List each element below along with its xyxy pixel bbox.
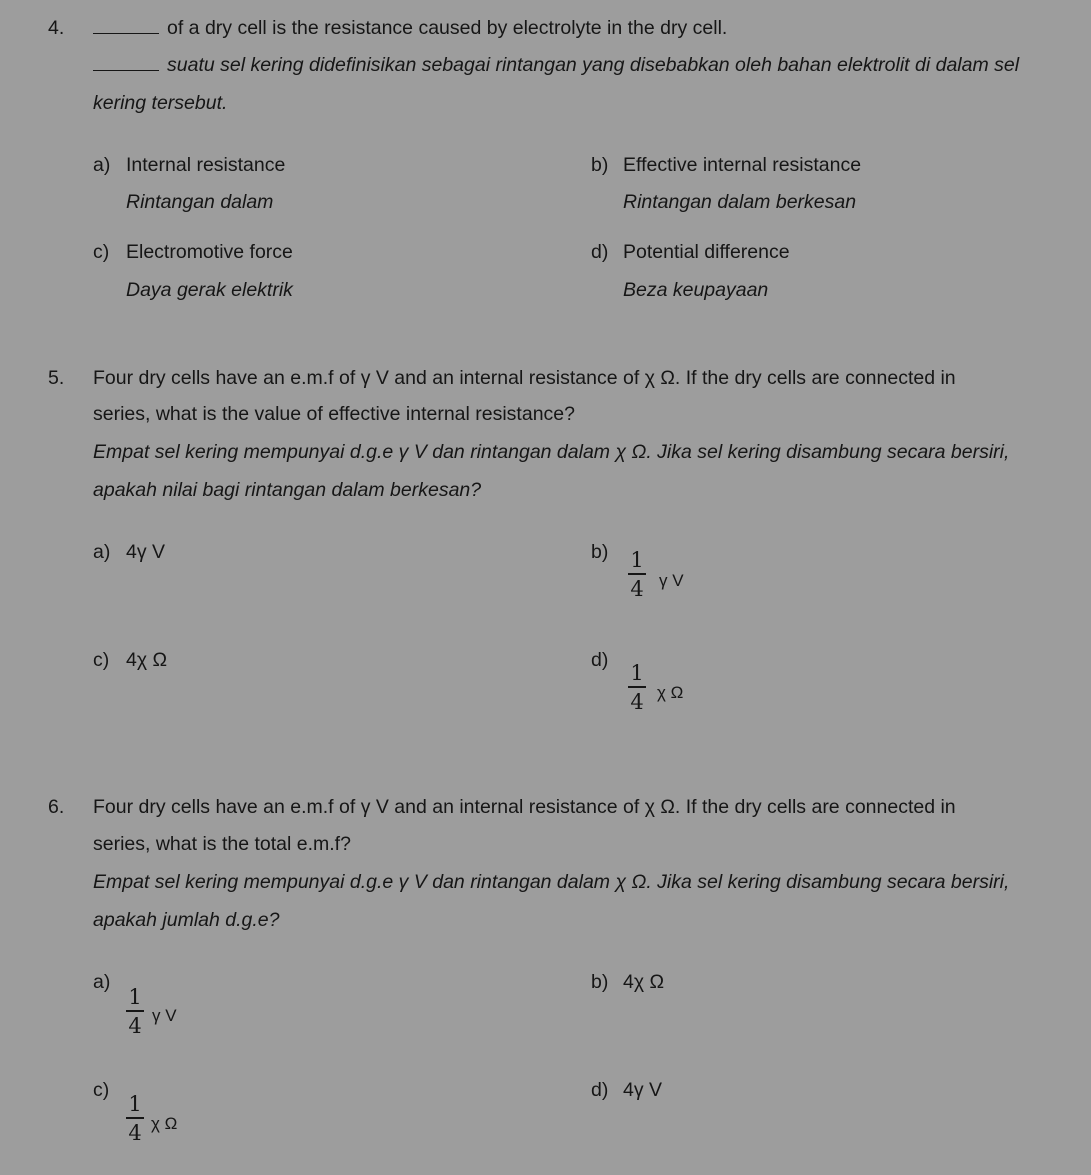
q4-stem-ms: [93, 53, 1019, 77]
q4-option-c-letter[interactable]: c): [93, 241, 110, 263]
q5-stem-en-line1: Four dry cells have an e.m.f of γ V and an internal resistance of χ Ω. If the dry cells are connected in: [93, 367, 956, 389]
q5-stem-ms-line1: Empat sel kering mempunyai d.g.e γ V dan rintangan dalam χ Ω. Jika sel kering disambung secara bersiri,: [93, 441, 1010, 463]
q4-option-a-letter[interactable]: a): [93, 154, 111, 176]
q5-number: 5.: [48, 367, 65, 389]
fraction-bar: [126, 1010, 144, 1012]
q6-option-a-letter[interactable]: a): [93, 971, 111, 993]
fraction-numerator: 1: [128, 1092, 142, 1116]
q6-option-c-unit: χ Ω: [151, 1114, 178, 1133]
q5-stem-ms-line2: apakah nilai bagi rintangan dalam berkesan?: [93, 479, 482, 501]
q5-option-d-letter[interactable]: d): [591, 649, 609, 671]
q6-option-d-value[interactable]: 4γ V: [623, 1079, 663, 1101]
q4-option-a-ms: Rintangan dalam: [126, 191, 274, 213]
fraction-numerator: 1: [128, 985, 142, 1009]
q5-option-c-value[interactable]: 4χ Ω: [126, 649, 168, 671]
fraction-denominator: 4: [630, 576, 644, 601]
fraction-denominator: 4: [128, 1120, 142, 1145]
q4-option-b-ms: Rintangan dalam berkesan: [623, 191, 857, 213]
q4-stem-en-text: of a dry cell is the resistance caused by electrolyte in the dry cell.: [167, 17, 728, 39]
q5-option-a-letter[interactable]: a): [93, 541, 111, 563]
q6-stem-ms-line1: Empat sel kering mempunyai d.g.e γ V dan rintangan dalam χ Ω. Jika sel kering disambung secara bersiri,: [93, 871, 1010, 893]
q4-option-c-en[interactable]: Electromotive force: [126, 241, 293, 263]
q6-option-c-fraction[interactable]: [126, 1093, 144, 1144]
q6-stem-ms-line2: apakah jumlah d.g.e?: [93, 909, 280, 931]
q4-option-d-en[interactable]: Potential difference: [623, 241, 790, 263]
q6-option-c-letter[interactable]: c): [93, 1079, 110, 1101]
fraction-numerator: 1: [630, 548, 644, 572]
q4-stem-ms-text: suatu sel kering didefinisikan sebagai rintangan yang disebabkan oleh bahan elektrolit di dalam sel: [167, 54, 1020, 76]
q5-option-a-value[interactable]: 4γ V: [126, 541, 166, 563]
q4-stem-en: [93, 16, 727, 40]
fraction-numerator: 1: [630, 661, 644, 685]
q6-option-b-letter[interactable]: b): [591, 971, 609, 993]
fraction-bar: [126, 1117, 144, 1119]
q6-number: 6.: [48, 796, 65, 818]
q5-option-d-fraction[interactable]: [628, 662, 646, 713]
q5-option-c-letter[interactable]: c): [93, 649, 110, 671]
fraction-denominator: 4: [128, 1013, 142, 1038]
answer-blank-ms: [93, 56, 159, 71]
q4-option-a-en[interactable]: Internal resistance: [126, 154, 286, 176]
q4-stem-ms-line2: kering tersebut.: [93, 92, 228, 114]
q6-option-b-value[interactable]: 4χ Ω: [623, 971, 665, 993]
q6-option-a-unit: γ V: [152, 1006, 177, 1025]
fraction-bar: [628, 573, 646, 575]
q4-option-c-ms: Daya gerak elektrik: [126, 279, 293, 301]
q5-option-b-unit: γ V: [659, 571, 684, 590]
q5-stem-en-line2: series, what is the value of effective internal resistance?: [93, 403, 575, 425]
q4-option-d-letter[interactable]: d): [591, 241, 609, 263]
q4-option-d-ms: Beza keupayaan: [623, 279, 769, 301]
q6-option-d-letter[interactable]: d): [591, 1079, 609, 1101]
fraction-bar: [628, 686, 646, 688]
q6-option-a-fraction[interactable]: [126, 986, 144, 1037]
fraction-denominator: 4: [630, 689, 644, 714]
q6-stem-en-line2: series, what is the total e.m.f?: [93, 833, 351, 855]
answer-blank: [93, 19, 159, 34]
q4-option-b-letter[interactable]: b): [591, 154, 609, 176]
q6-stem-en-line1: Four dry cells have an e.m.f of γ V and an internal resistance of χ Ω. If the dry cells are connected in: [93, 796, 956, 818]
q5-option-b-fraction[interactable]: [628, 549, 646, 600]
q4-number: 4.: [48, 17, 65, 39]
q5-option-d-unit: χ Ω: [657, 683, 684, 702]
q4-option-b-en[interactable]: Effective internal resistance: [623, 154, 862, 176]
q5-option-b-letter[interactable]: b): [591, 541, 609, 563]
